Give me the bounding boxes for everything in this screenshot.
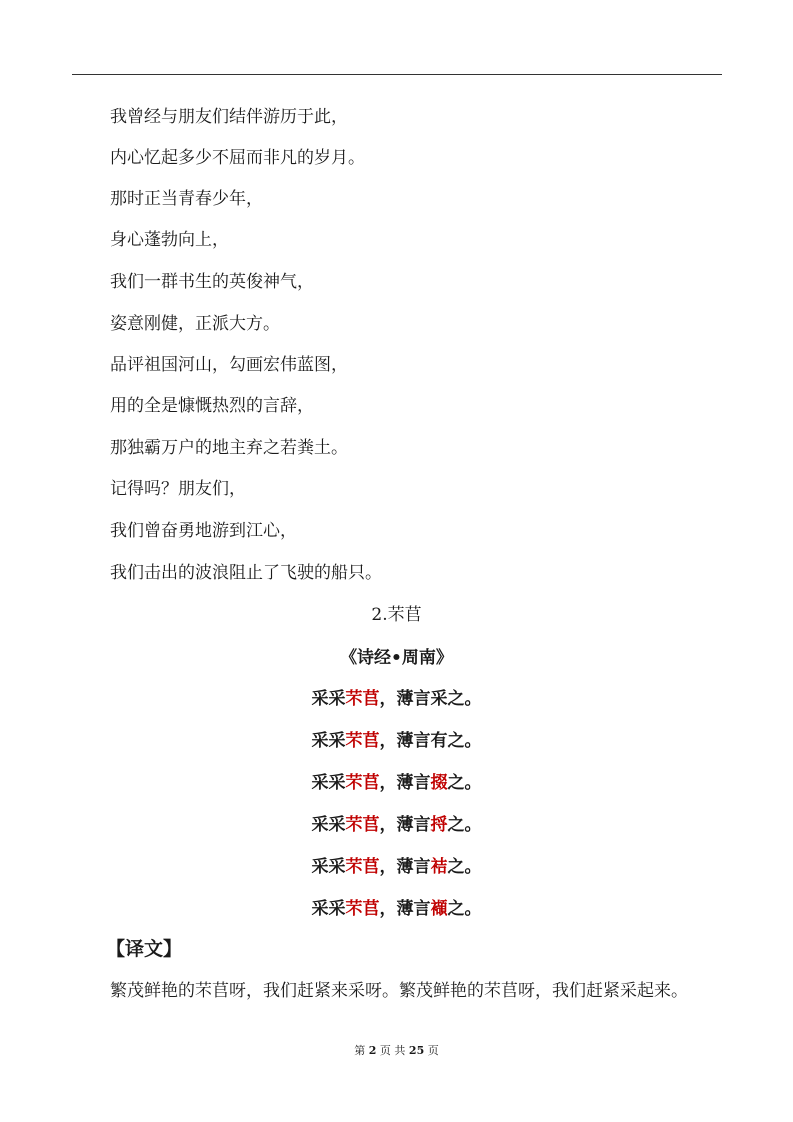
verse-line: 我们曾奋勇地游到江心， xyxy=(110,521,297,541)
poem-source: 《诗经•周南》 xyxy=(340,648,453,668)
highlight-word: 芣苢 xyxy=(345,857,380,877)
verse-line: 内心忆起多少不屈而非凡的岁月。 xyxy=(110,148,365,168)
verse-line: 那时正当青春少年， xyxy=(110,189,263,209)
poem-line-part: 采采 xyxy=(311,899,346,919)
poem-line xyxy=(0,773,793,793)
poem-line-part: ，薄言 xyxy=(379,731,431,751)
highlight-word: 芣苢 xyxy=(345,899,380,919)
verse-line: 我们一群书生的英俊神气， xyxy=(110,272,314,292)
poem-line-part: 之。 xyxy=(447,857,482,877)
poem-line-part: ，薄言 xyxy=(379,815,431,835)
poem-line xyxy=(0,731,793,751)
poem-line-part: 采采 xyxy=(311,815,346,835)
verse-line: 我曾经与朋友们结伴游历于此， xyxy=(110,107,348,127)
highlight-word: 芣苢 xyxy=(345,689,380,709)
highlight-word: 芣苢 xyxy=(345,773,380,793)
highlight-char: 捋 xyxy=(430,815,448,835)
current-page-number: 2 xyxy=(368,1044,377,1057)
poem-line-part: 采采 xyxy=(311,773,346,793)
poem-line-part: 采采 xyxy=(311,731,346,751)
poem-title: 2.芣苢 xyxy=(371,605,422,625)
poem-line-part: ，薄言 xyxy=(379,899,431,919)
translation-heading: 【译文】 xyxy=(106,938,183,960)
footer-prefix: 第 xyxy=(354,1044,366,1057)
total-page-number: 25 xyxy=(408,1044,425,1057)
poem-line-part: 之。 xyxy=(447,773,482,793)
highlight-char: 掇 xyxy=(430,773,448,793)
verse-line: 记得吗？朋友们， xyxy=(110,479,246,499)
verse-line: 品评祖国河山，勾画宏伟蓝图， xyxy=(110,355,348,375)
highlight-word: 芣苢 xyxy=(345,731,380,751)
highlight-char: 袺 xyxy=(430,857,448,877)
poem-line xyxy=(0,689,793,709)
verse-line: 我们击出的波浪阻止了飞驶的船只。 xyxy=(110,563,382,583)
verse-line: 用的全是慷慨热烈的言辞， xyxy=(110,396,314,416)
header-rule xyxy=(72,74,722,75)
verse-line: 那独霸万户的地主弃之若粪土。 xyxy=(110,438,348,458)
highlight-word: 芣苢 xyxy=(345,815,380,835)
poem-line-part: 采采 xyxy=(311,689,346,709)
poem-line xyxy=(0,899,793,919)
verse-line: 身心蓬勃向上， xyxy=(110,230,229,250)
poem-line-part: ，薄言 xyxy=(379,773,431,793)
poem-line xyxy=(0,857,793,877)
poem-line-part: 采采 xyxy=(311,857,346,877)
translation-text: 繁茂鲜艳的芣苢呀，我们赶紧来采呀。繁茂鲜艳的芣苢呀，我们赶紧采起来。 xyxy=(110,981,688,1001)
poem-line-part: 采之。 xyxy=(430,689,482,709)
poem-line-part: 之。 xyxy=(447,815,482,835)
highlight-char: 襭 xyxy=(430,899,448,919)
verse-line: 姿意刚健，正派大方。 xyxy=(110,314,280,334)
poem-line-part: ，薄言 xyxy=(379,689,431,709)
poem-line-part: 之。 xyxy=(447,899,482,919)
footer-mid: 页 共 xyxy=(379,1044,406,1057)
poem-line-part: ，薄言 xyxy=(379,857,431,877)
poem-line xyxy=(0,815,793,835)
footer-suffix: 页 xyxy=(427,1044,439,1057)
poem-line-part: 有之。 xyxy=(430,731,482,751)
page-footer xyxy=(0,1044,793,1058)
